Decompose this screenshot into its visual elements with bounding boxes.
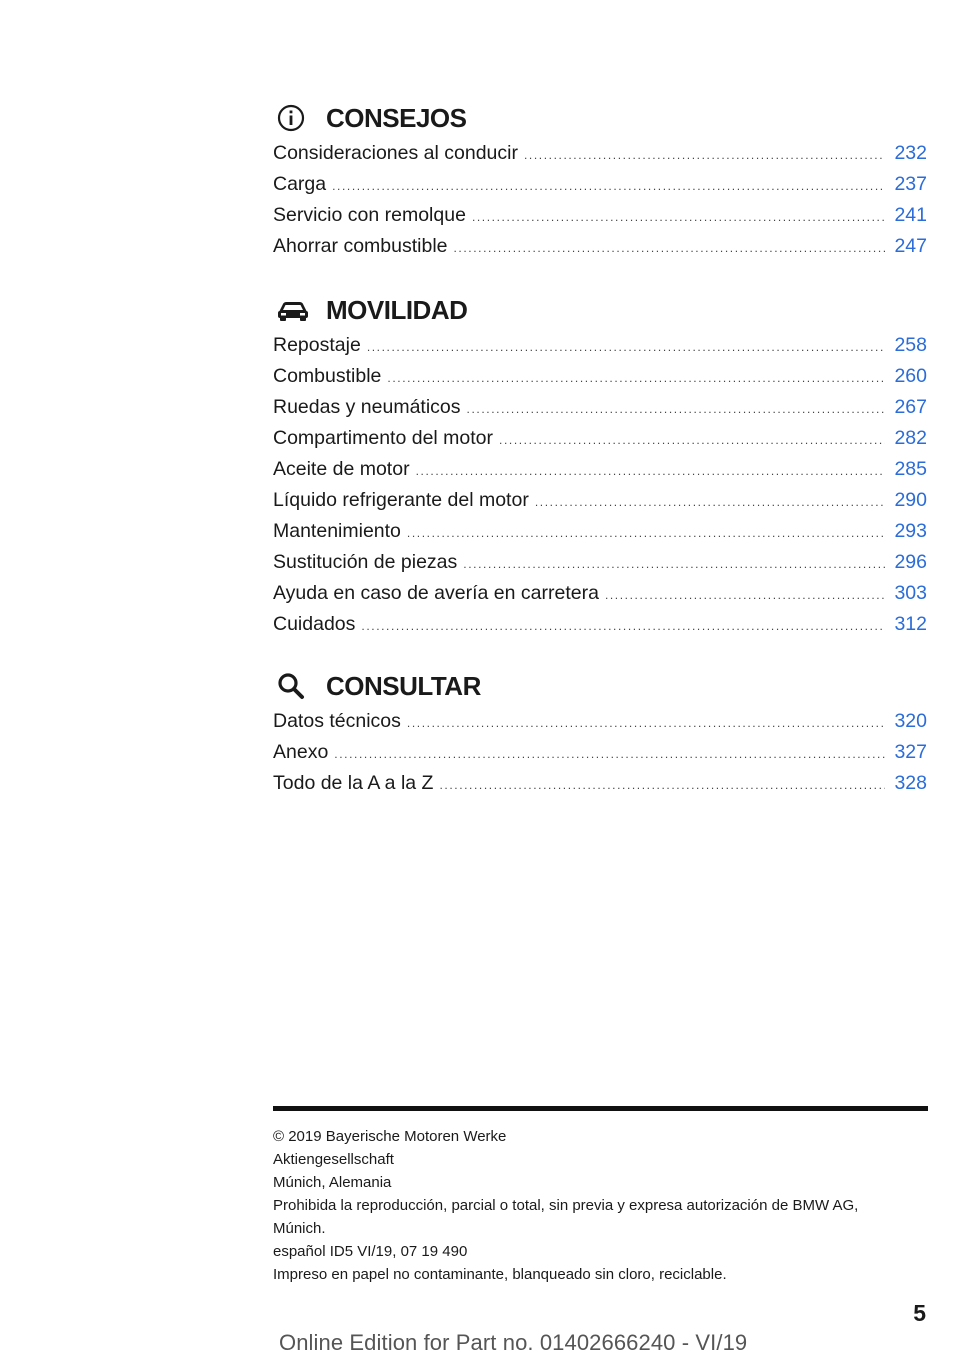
- toc-entry-label: Combustible: [273, 365, 382, 387]
- toc-entry-label: Ruedas y neumáticos: [273, 396, 461, 418]
- toc-entry-label: Todo de la A a la Z: [273, 772, 434, 794]
- search-icon: [276, 668, 312, 704]
- leader-dots: [387, 363, 885, 394]
- section-title: MOVILIDAD: [326, 294, 468, 325]
- toc-entry-label: Compartimento del motor: [273, 427, 494, 449]
- imprint-location: Múnich, Alemania: [273, 1174, 392, 1191]
- leader-dots: [407, 518, 885, 549]
- leader-dots: [472, 202, 885, 233]
- toc-entry-label: Aceite de motor: [273, 458, 410, 480]
- imprint-block: [273, 1125, 928, 1286]
- toc-entry[interactable]: [273, 516, 927, 547]
- imprint-edition: español ID5 VI/19, 07 19 490: [273, 1243, 468, 1260]
- toc-entry[interactable]: [273, 737, 927, 768]
- toc-entry-label: Líquido refrigerante del motor: [273, 489, 529, 511]
- toc-entry[interactable]: [273, 423, 927, 454]
- toc-entry[interactable]: [273, 578, 927, 609]
- leader-dots: [367, 332, 885, 363]
- toc-list: [273, 706, 927, 799]
- imprint-rights-cont: Múnich.: [273, 1220, 326, 1237]
- toc-entry-label: Mantenimiento: [273, 520, 401, 542]
- section-consejos: [273, 98, 927, 262]
- toc-entry[interactable]: [273, 609, 927, 640]
- toc-entry[interactable]: [273, 200, 927, 231]
- imprint-rights: Prohibida la reproducción, parcial o total, sin previa y expresa autorización de BMW AG,: [273, 1197, 859, 1214]
- imprint-paper-note: Impreso en papel no contaminante, blanqueado sin cloro, reciclable.: [273, 1266, 727, 1283]
- toc-entry[interactable]: [273, 547, 927, 578]
- leader-dots: [524, 140, 885, 171]
- section-consultar: [273, 666, 927, 799]
- leader-dots: [499, 425, 885, 456]
- leader-dots: [439, 770, 885, 801]
- leader-dots: [332, 171, 885, 202]
- online-edition-footer: Online Edition for Part no. 01402666240 - VI/19: [279, 1330, 748, 1355]
- toc-entry[interactable]: [273, 706, 927, 737]
- toc-entry[interactable]: [273, 485, 927, 516]
- section-header: [273, 666, 927, 706]
- toc-entry-label: Sustitución de piezas: [273, 551, 458, 573]
- info-icon: [276, 100, 312, 136]
- toc-entry-page-link[interactable]: 328: [894, 772, 927, 794]
- section-title: CONSEJOS: [326, 102, 467, 133]
- section-header: [273, 98, 927, 138]
- toc-entry-page-link[interactable]: 282: [894, 427, 927, 449]
- toc-entry-label: Cuidados: [273, 613, 356, 635]
- toc-entry-label: Ahorrar combustible: [273, 235, 448, 257]
- toc-entry[interactable]: [273, 138, 927, 169]
- leader-dots: [463, 549, 885, 580]
- toc-entry-label: Datos técnicos: [273, 710, 401, 732]
- toc-entry[interactable]: [273, 231, 927, 262]
- toc-entry-page-link[interactable]: 327: [894, 741, 927, 763]
- toc-entry[interactable]: [273, 768, 927, 799]
- toc-entry-page-link[interactable]: 296: [894, 551, 927, 573]
- leader-dots: [605, 580, 885, 611]
- toc-list: [273, 138, 927, 262]
- toc-entry-label: Ayuda en caso de avería en carretera: [273, 582, 599, 604]
- leader-dots: [361, 611, 885, 642]
- toc-entry-page-link[interactable]: 290: [894, 489, 927, 511]
- toc-entry-label: Consideraciones al conducir: [273, 142, 518, 164]
- toc-entry-label: Repostaje: [273, 334, 361, 356]
- toc-entry-label: Anexo: [273, 741, 329, 763]
- leader-dots: [416, 456, 885, 487]
- toc-list: [273, 330, 927, 640]
- toc-entry-page-link[interactable]: 312: [894, 613, 927, 635]
- leader-dots: [454, 233, 886, 264]
- toc-entry[interactable]: [273, 169, 927, 200]
- leader-dots: [334, 739, 885, 770]
- toc-entry-page-link[interactable]: 293: [894, 520, 927, 542]
- toc-entry-page-link[interactable]: 320: [894, 710, 927, 732]
- leader-dots: [407, 708, 885, 739]
- toc-entry-page-link[interactable]: 260: [894, 365, 927, 387]
- toc-entry-page-link[interactable]: 247: [894, 235, 927, 257]
- section-movilidad: [273, 290, 927, 640]
- toc-entry[interactable]: [273, 330, 927, 361]
- toc-entry-page-link[interactable]: 241: [894, 204, 927, 226]
- section-header: [273, 290, 927, 330]
- toc-entry-label: Carga: [273, 173, 327, 195]
- toc-entry[interactable]: [273, 454, 927, 485]
- toc-entry-page-link[interactable]: 237: [894, 173, 927, 195]
- toc-entry[interactable]: [273, 361, 927, 392]
- section-title: CONSULTAR: [326, 670, 481, 701]
- toc-entry-page-link[interactable]: 303: [894, 582, 927, 604]
- leader-dots: [535, 487, 885, 518]
- toc-entry-label: Servicio con remolque: [273, 204, 466, 226]
- car-icon: [276, 292, 312, 328]
- divider-rule: [273, 1106, 928, 1111]
- toc-entry-page-link[interactable]: 258: [894, 334, 927, 356]
- toc-entry-page-link[interactable]: 232: [894, 142, 927, 164]
- leader-dots: [467, 394, 885, 425]
- imprint-company: Aktiengesellschaft: [273, 1151, 394, 1168]
- toc-entry[interactable]: [273, 392, 927, 423]
- page-number: 5: [913, 1300, 926, 1326]
- toc-entry-page-link[interactable]: 267: [894, 396, 927, 418]
- toc-entry-page-link[interactable]: 285: [894, 458, 927, 480]
- imprint-copyright: © 2019 Bayerische Motoren Werke: [273, 1128, 507, 1145]
